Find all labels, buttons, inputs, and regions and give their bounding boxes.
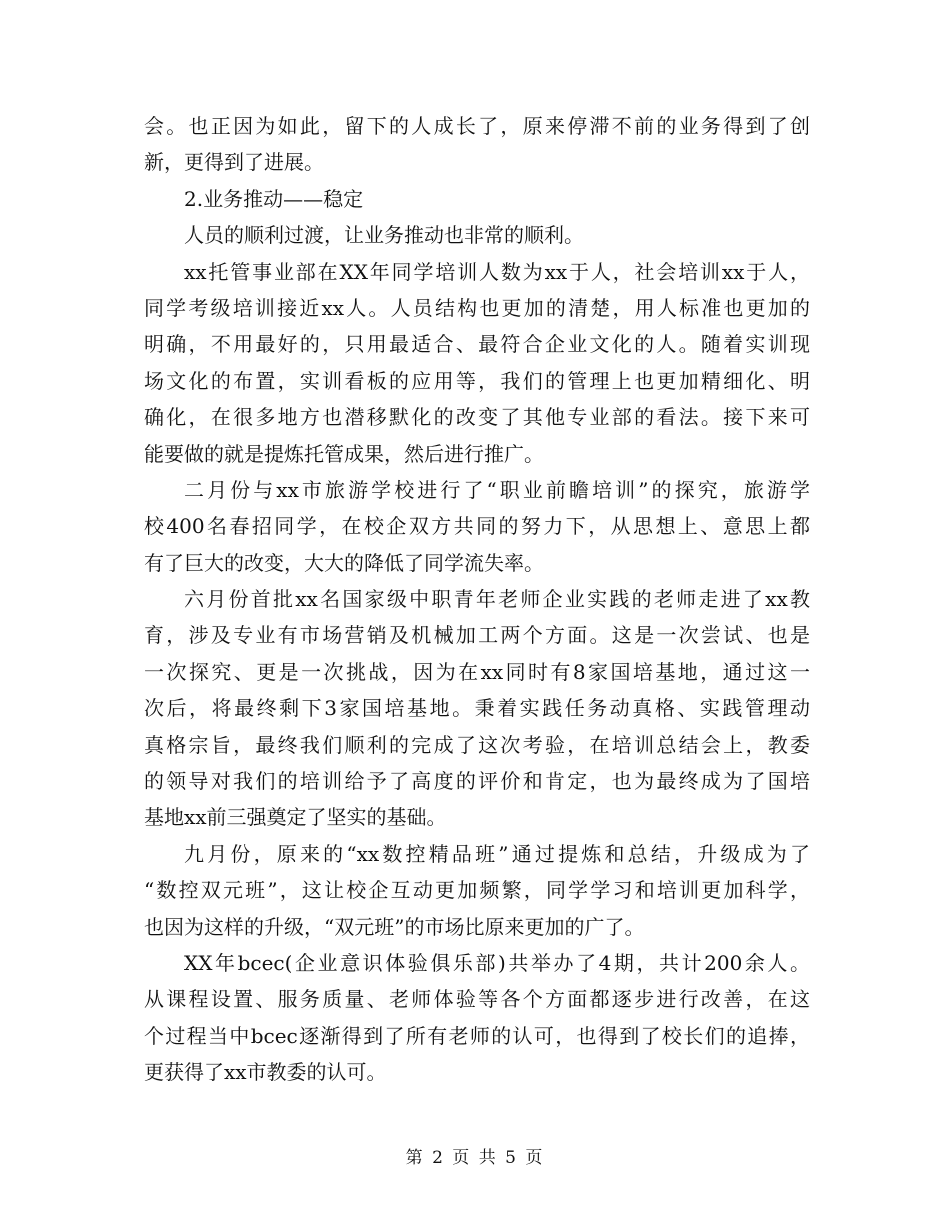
document-body [144,108,810,1091]
section-heading: 2.业务推动——稳定 [184,186,364,211]
text-line: XX年bcec(企业意识体验俱乐部)共举办了4期，共计200余人。 [184,950,810,975]
text-line: 九月份，原来的“xx数控精品班”通过提炼和总结，升级成为了 [184,841,810,866]
text-line: 育，涉及专业有市场营销及机械加工两个方面。这是一次尝试、也是 [144,623,810,648]
text-line: 场文化的布置，实训看板的应用等，我们的管理上也更加精细化、明 [144,368,810,393]
page-number-footer: 第 2 页 共 5 页 [405,1148,545,1168]
text-line: 确化，在很多地方也潜移默化的改变了其他专业部的看法。接下来可 [144,405,810,430]
text-line: 二月份与xx市旅游学校进行了“职业前瞻培训”的探究，旅游学 [184,477,810,502]
text-line: 基地xx前三强奠定了坚实的基础。 [144,805,447,830]
text-line: 新，更得到了进展。 [144,150,324,175]
text-line: 同学考级培训接近xx人。人员结构也更加的清楚，用人标准也更加的 [144,295,810,320]
text-line: 六月份首批xx名国家级中职青年老师企业实践的老师走进了xx教 [184,587,810,612]
text-line: 的领导对我们的培训给予了高度的评价和肯定，也为最终成为了国培 [144,769,810,794]
text-line: xx托管事业部在XX年同学培训人数为xx于人，社会培训xx于人， [184,259,810,284]
text-line: 能要做的就是提炼托管成果，然后进行推广。 [144,441,544,466]
text-line: 校400名春招同学，在校企双方共同的努力下，从思想上、意思上都 [144,514,810,539]
text-line: 次后，将最终剩下3家国培基地。秉着实践任务动真格、实践管理动 [144,696,810,721]
text-line: 个过程当中bcec逐渐得到了所有老师的认可，也得到了校长们的追捧， [144,1023,810,1048]
text-line: 明确，不用最好的，只用最适合、最符合企业文化的人。随着实训现 [144,332,810,357]
text-line: 会。也正因为如此，留下的人成长了，原来停滞不前的业务得到了创 [144,114,810,138]
text-line: 也因为这样的升级，“双元班”的市场比原来更加的广了。 [144,914,645,939]
text-line: “数控双元班”，这让校企互动更加频繁，同学学习和培训更加科学， [144,878,810,903]
text-line: 人员的顺利过渡，让业务推动也非常的顺利。 [184,223,584,248]
text-line: 更获得了xx市教委的认可。 [144,1060,387,1085]
text-line: 一次探究、更是一次挑战，因为在xx同时有8家国培基地，通过这一 [144,659,810,684]
text-line: 真格宗旨，最终我们顺利的完成了这次考验，在培训总结会上，教委 [144,732,810,757]
text-line: 从课程设置、服务质量、老师体验等各个方面都逐步进行改善，在这 [144,987,810,1012]
text-line: 有了巨大的改变，大大的降低了同学流失率。 [144,550,544,575]
